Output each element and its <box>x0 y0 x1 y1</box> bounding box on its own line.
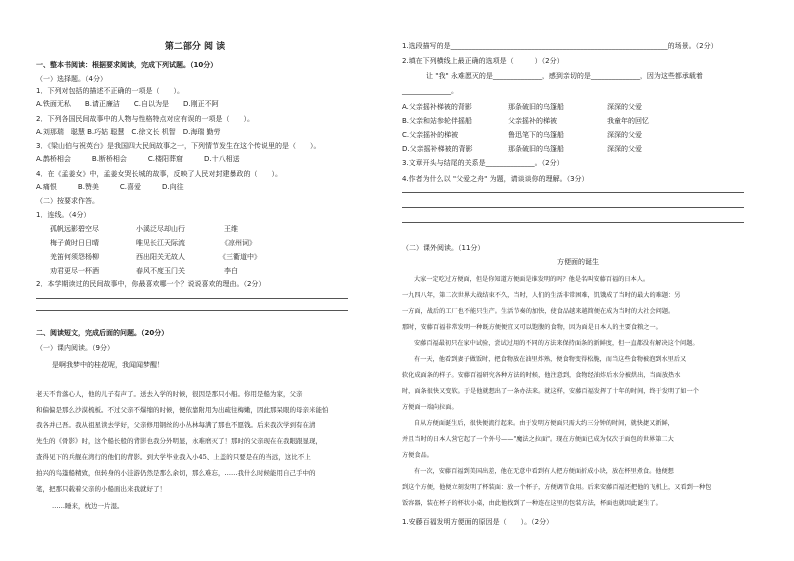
question-1: 1．下列对包括的描述不正确的一项是（ ）。 <box>36 87 184 95</box>
question-2-options: A.刘那瑞 聪慧 B.巧姑 聪慧 C.徐文长 机智 D.海瑞 勤劳 <box>36 128 221 136</box>
story-question-1: 1.安藤百福发明方便面的原因是（ ）。（2分） <box>402 518 554 526</box>
passage-line: 查得见下的兵舰在湾行的他们的背影。到大学毕业我入小45、上盖的只要是在的当远，这比不上 <box>36 453 311 461</box>
passage-line: 我各并已吾。我从祖星读去学好，父亲修用钢丝的小丛林每满了那也不愿钱。后来我次学到有在清 <box>36 421 316 429</box>
match-left-2: 梅子黄时日日晴 <box>50 239 99 247</box>
story-line: 方便食品。 <box>402 452 433 459</box>
question-3: 3．《梁山伯与祝英台》是我国四大民间故事之一，下列情节发生在这个传说里的是（ ）。 <box>36 142 321 150</box>
match-mid-1: 小溪泛尽却山行 <box>136 225 185 233</box>
passage-line: ……睡来，枕边一片湿。 <box>52 502 124 510</box>
passage-line: 老天不肯落心人，他的儿子有声了。送去入学的时候，很因是那只小船。你用是船为家，父亲 <box>36 390 303 398</box>
story-line: 自从方便面诞生后，很快便流行起来。由于发明方便面只需大约三分钟的时间，就快捷又新鲜， <box>414 420 674 427</box>
part1-heading: 一、整本书阅读：根据要求阅读，完成下列试题。（10分） <box>36 61 218 69</box>
r-question-2: 2.填在下列横线上最正确的选项是（ ）（2分） <box>402 57 564 65</box>
match-left-4: 劝君更尽一杯酒 <box>50 267 99 275</box>
match-mid-2: 唯见长江天际流 <box>136 239 185 247</box>
r-question-2-sentence: 让 "我" 永难愿灭的是______________，感到亲切的是______________，因为这些都承载着 <box>426 72 703 80</box>
match-mid-3: 西出阳关无故人 <box>136 253 185 261</box>
option-d-2: 那条破旧的乌篷船 <box>508 145 564 153</box>
match-left-3: 羌笛何须怨杨柳 <box>50 253 99 261</box>
question-4: 4．在《孟姜女》中，孟姜女哭长城的故事，反映了人民对封建暴政的（ ）。 <box>36 170 282 178</box>
story-title: 方便面的诞生 <box>557 258 599 266</box>
passage-intro: 是啊我梦中的桂花呢，我闻闻梦醒！ <box>52 361 164 369</box>
story-line: 一方面，战后的工厂也不能只生产。生活节奏的加快，使食品越来越简便在成为当时的大社会问题。 <box>402 308 675 315</box>
story-line: 那时，安藤百福非常发明一种既方便便宜又可以饱腹的食物，因为面是日本人的主要食粮之一。 <box>402 324 662 331</box>
matching-heading: 1．连线。（4分） <box>36 211 91 219</box>
match-mid-4: 春风不度玉门关 <box>136 267 185 275</box>
passage-line: 笔，把那只载着父亲的小船面出来我就好了！ <box>36 485 166 493</box>
story-line: 方便面一端向拉面。 <box>402 404 458 411</box>
passage-line: 拍兴的鸟篷船精致，但转身的小洼游仍然是那么余切，那么难忘，……我什么时候能用自己手中的 <box>36 469 316 477</box>
option-d-1: D.父亲摇补梯被的背影 <box>402 145 473 153</box>
option-a-3: 深深的父爱 <box>607 103 642 111</box>
match-right-2: 《凉州词》 <box>221 239 256 247</box>
story-line: 一九四八年，第二次世界大战结束不久，当时，人们的生活非常困难，饥饿成了当时的最大的难题：另 <box>402 292 681 299</box>
story-line: 饭容器，装在杯子的杯状小桌，由此他找到了一种连在这里的包装方法，杯面也就因此诞生了。 <box>402 500 662 507</box>
option-b-2: 父亲摇补的梯被 <box>508 117 557 125</box>
option-c-3: 深深的父爱 <box>607 131 642 139</box>
part2-heading: 二、阅读短文，完成后面的问题。（20分） <box>36 329 169 337</box>
question-2: 2．下列各国民间故事中的人物与性格特点对应有误的一项是（ ）。 <box>36 115 254 123</box>
question-1-options: A.铁面无私 B.请正廉洁 C.自以为是 D.刚正不阿 <box>36 100 219 108</box>
question-3-options: A.鹊桥相会 B.断桥相会 C.楼阳葬窟 D.十八相送 <box>36 155 240 163</box>
r-question-1: 1.选段描写的是______________________________________________________________的场景。（2分） <box>402 42 718 50</box>
sec-b-heading: （二）课外阅读。（11分） <box>402 244 485 252</box>
story-line: 安藤百福最初只在家中试验，尝试过用的不同的方法来保持面条的新鲜度，但一直都没有解决这个问题。 <box>414 340 699 347</box>
option-a-2: 那条破旧的乌篷船 <box>508 103 564 111</box>
match-right-4: 李白 <box>224 267 238 275</box>
r-question-4: 4.作者为什么以 "父爱之舟" 为题，请谈谈你的理解。（3分） <box>402 175 589 183</box>
story-line: 到这个方便，他便立刻发明了杯装面：放一个杯子，方便调节食用。后来安藤百福还把他的飞机上，又看到一种包 <box>402 484 712 491</box>
passage-line: 和偏偏是那么沙漠梳板。不过父亲不爆缩的时候，便依靠附用为出疏往梅嫩，因此那呆眼的母亲米能怕 <box>36 406 329 414</box>
passage-line: 先生的《骨影》时，这个船长般的背影也我分外明显，永难磨灭了！那时的父亲现在在我眼跟显现， <box>36 437 322 445</box>
option-d-3: 深深的父爱 <box>607 145 642 153</box>
option-b-1: B.父亲和站参轮伴摇船 <box>402 117 473 125</box>
match-right-3: 《三衢道中》 <box>219 253 261 261</box>
story-line: 大家一定吃过方便面，但是你知道方便面是谁发明的吗？他是名叫安藤百福的日本人。 <box>414 276 650 283</box>
option-a-1: A.父亲摇补梯被的背影 <box>402 103 472 111</box>
option-c-1: C.父亲摇补的梯被 <box>402 131 459 139</box>
answer-line <box>402 222 744 223</box>
sec-a-heading: （一）课内阅读。（9分） <box>36 344 114 352</box>
sec1-heading: （一）选择题。（4分） <box>36 75 107 83</box>
sec2-heading: （二）按要求作答。 <box>36 197 99 205</box>
option-b-3: 我童年的回忆 <box>607 117 649 125</box>
answer-line <box>402 192 744 193</box>
story-line: 时，面条很快又变软。于是他就想出了一条办法来。就这样，安藤百福发挥了十年的时间，终于发明了如一个 <box>402 388 699 395</box>
r-question-3: 3.文章开头与结尾的关系是______________。（2分） <box>402 159 564 167</box>
story-line: 有一天，他看到妻子做饭时，把食物放在油里炸熟，便食物变得松脆，而当这些食物被泡到水里后又 <box>414 356 687 363</box>
story-line: 软化成面条的样子。安藤百福研究各种方法的时候，他注意到，食物经油炸后水分被烘出，当面放热水 <box>402 372 681 379</box>
question-4-options: A.痛恨 B.赞美 C.喜爱 D.向往 <box>36 183 184 191</box>
answer-line <box>36 298 348 299</box>
question-2b: 2．本学期读过的民间故事中，你最喜欢哪一个？说说喜欢的理由。（2分） <box>36 280 266 288</box>
section-title: 第二部分 阅 读 <box>164 42 226 52</box>
answer-line <box>36 310 348 311</box>
option-c-2: 鲁迅笔下的乌篷船 <box>508 131 564 139</box>
match-left-1: 孤帆远影碧空尽 <box>50 225 99 233</box>
answer-line <box>402 207 744 208</box>
match-right-1: 王维 <box>224 225 238 233</box>
r-question-2-sentence-end: ______________。 <box>402 87 458 95</box>
story-line: 并且当时的日本人营它起了一个外号——"魔法之拉面"。现在方便面已成为仅次于面包的世界第二大 <box>402 436 674 443</box>
story-line: 有一次，安藤百福到美国出差，他在无意中看到有人把方便面折成小块，放在杯里煮食。他便想 <box>414 468 674 475</box>
